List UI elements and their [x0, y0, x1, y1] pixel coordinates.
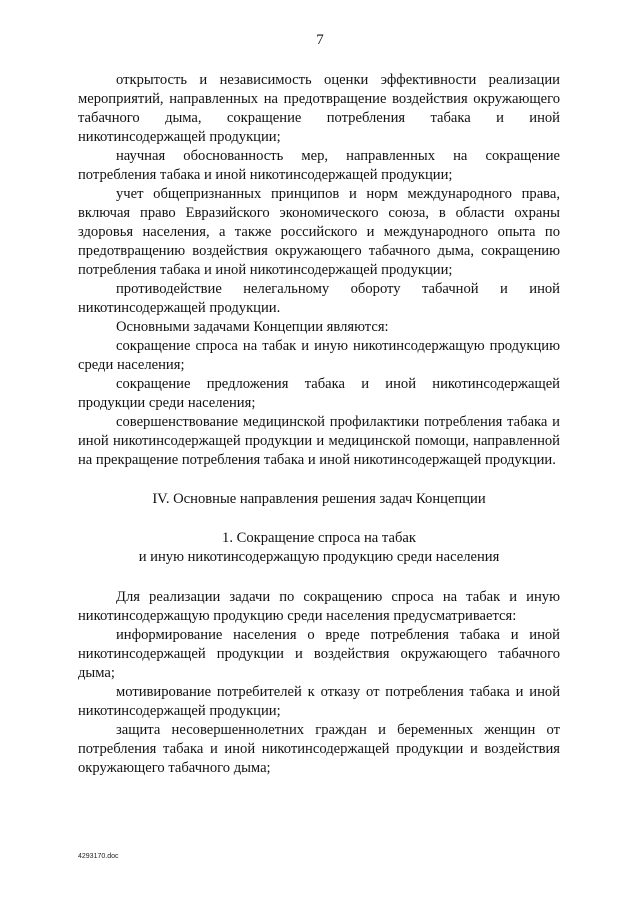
paragraph: учет общепризнанных принципов и норм международного права, включая право Евразийского экономического союза, в области охраны здоровья населения, а также российского и международного опыта по предотвращению воздействия окружающего табачного дыма, сокращению потребления табака и иной никотинсодержащей продукции;	[78, 186, 560, 278]
footer-doc-id: 4293170.doc	[78, 853, 119, 860]
paragraph: сокращение спроса на табак и иную никотинсодержащую продукцию среди населения;	[78, 338, 560, 373]
paragraph: информирование населения о вреде потребления табака и иной никотинсодержащей продукции и воздействия окружающего табачного дыма;	[78, 627, 560, 681]
paragraph: открытость и независимость оценки эффективности реализации мероприятий, направленных на предотвращение воздействия окружающего табачного дыма, сокращение потребления табака и иной никотинсодержащей продукции;	[78, 72, 560, 145]
paragraph: противодействие нелегальному обороту табачной и иной никотинсодержащей продукции.	[78, 281, 560, 316]
paragraph: мотивирование потребителей к отказу от потребления табака и иной никотинсодержащей продукции;	[78, 684, 560, 719]
page-number: 7	[316, 32, 324, 48]
section-heading: IV. Основные направления решения задач Концепции	[152, 491, 486, 507]
sub-heading-line-1: 1. Сокращение спроса на табак	[222, 530, 416, 546]
sub-heading-line-2: и иную никотинсодержащую продукцию среди населения	[138, 549, 500, 565]
paragraph: Для реализации задачи по сокращению спроса на табак и иную никотинсодержащую продукцию среди населения предусматривается:	[78, 589, 560, 624]
sub-heading	[78, 529, 560, 567]
paragraph: сокращение предложения табака и иной никотинсодержащей продукции среди населения;	[78, 376, 560, 411]
paragraph: защита несовершеннолетних граждан и беременных женщин от потребления табака и иной никотинсодержащей продукции и воздействия окружающего табачного дыма;	[78, 722, 560, 776]
paragraph: Основными задачами Концепции являются:	[116, 319, 389, 335]
paragraph: научная обоснованность мер, направленных на сокращение потребления табака и иной никотинсодержащей продукции;	[78, 148, 560, 183]
document-body	[78, 71, 560, 778]
paragraph: совершенствование медицинской профилактики потребления табака и иной никотинсодержащей продукции и медицинской помощи, направленной на прекращение потребления табака и иной никотинсодержащей продукции.	[78, 414, 560, 468]
